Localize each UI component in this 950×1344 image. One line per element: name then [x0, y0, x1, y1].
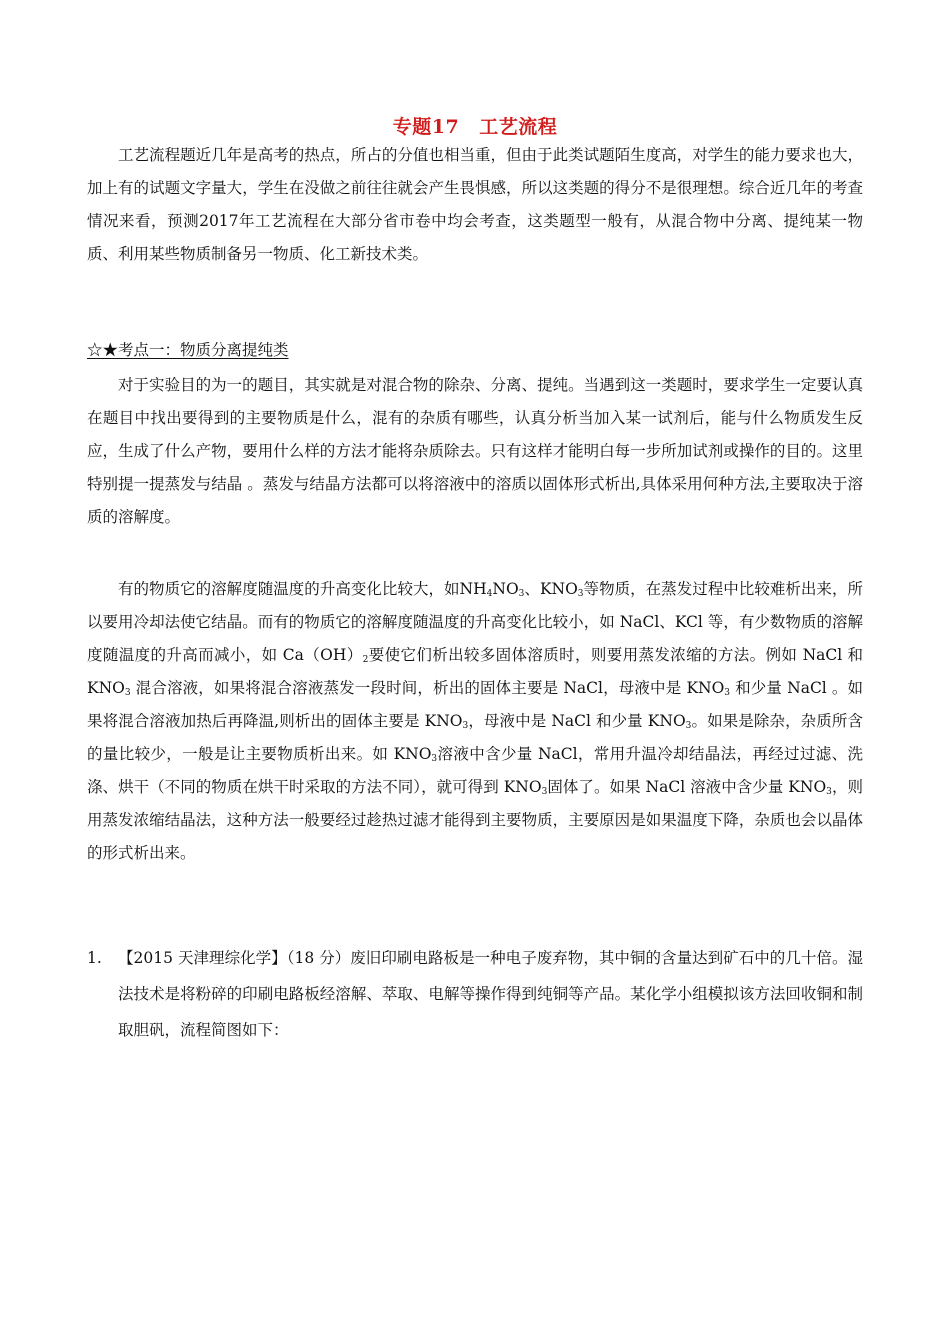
subscript: 3	[577, 589, 584, 599]
intro-paragraph: 工艺流程题近几年是高考的热点，所占的分值也相当重，但由于此类试题陌生度高，对学生的能力要求也大，加上有的试题文字量大，学生在没做之前往往就会产生畏惧感，所以这类题的得分不是很理想。综合近几年的考查情况来看，预测2017年工艺流程在大部分省市卷中均会考查，这类题型一般有，从混合物中分离、提纯某一物质、利用某些物质制备另一物质、化工新技术类。	[87, 146, 863, 263]
question-number: 1.	[87, 949, 102, 967]
text-run: 固体了。如果 NaCl 溶液中含少量 KNO	[547, 778, 827, 796]
text-run: 。如果是除杂，杂质所含的量比较少，一般是让主要物质析出来。如 KNO	[87, 712, 863, 763]
section-paragraph-2	[87, 573, 863, 870]
section-heading: ☆★考点一：物质分离提纯类	[87, 341, 289, 359]
intro-block	[87, 139, 863, 271]
text-run: ，则用蒸发浓缩结晶法，这种方法一般要经过趁热过滤才能得到主要物质，主要原因是如果温度下降，杂质也会以晶体的形式析出来。	[87, 778, 863, 862]
formula-run: 、KNO	[524, 580, 578, 598]
formula-run: NO	[492, 580, 519, 598]
section-paragraph-1-block	[87, 369, 863, 534]
subscript: 3	[431, 754, 438, 764]
text-run: 有的物质它的溶解度随温度的升高变化比较大，如	[118, 580, 460, 598]
subscript: 2	[362, 655, 369, 665]
subscript: 3	[462, 721, 469, 731]
text-run: 溶液中含少量 NaCl，常用升温冷却结晶法，再经过过滤、洗涤、烘干（不同的物质在烘干时采取的方法不同），就可得到 KNO	[87, 745, 863, 796]
subscript: 4	[486, 589, 493, 599]
text-run: 要使它们析出较多固体溶质时，则要用蒸发浓缩的方法。例如 NaCl 和 KNO	[87, 646, 863, 697]
text-run: 混合溶液，如果将混合溶液蒸发一段时间，析出的固体主要是 NaCl，母液中是 KNO	[130, 679, 725, 697]
page-title	[0, 112, 950, 139]
text-run: 和少量 NaCl 。如果将混合溶液加热后再降温,则析出的固体主要是 KNO	[87, 679, 863, 730]
question-1	[87, 940, 863, 1048]
subscript: 3	[826, 787, 832, 797]
text-run: ，母液中是 NaCl 和少量 KNO	[468, 712, 686, 730]
section-paragraph-1: 对于实验目的为一的题目，其实就是对混合物的除杂、分离、提纯。当遇到这一类题时，要求学生一定要认真在题目中找出要得到的主要物质是什么，混有的杂质有哪些，认真分析当加入某一试剂后，能与什么物质发生反应，生成了什么产物，要用什么样的方法才能将杂质除去。只有这样才能明白每一步所加试剂或操作的目的。这里特别提一提蒸发与结晶 。蒸发与结晶方法都可以将溶液中的溶质以固体形式析出,具体采用何种方法,主要取决于溶质的溶解度。	[87, 376, 863, 526]
title-main: 专题17	[392, 116, 460, 138]
subscript: 3	[685, 721, 692, 731]
subscript: 3	[518, 589, 525, 599]
title-sub: 工艺流程	[479, 116, 558, 138]
subscript: 3	[124, 688, 131, 698]
text-run: 等物质，在蒸发过程中比较难析出来，所以要用冷却法使它结晶。而有的物质它的溶解度随温度的升高变化比较小，如 NaCl、KCl 等，有少数物质的溶解度随温度的升高而减小，如 Ca（OH）	[87, 580, 863, 664]
section-paragraph-2-block	[87, 573, 863, 870]
subscript: 3	[541, 787, 548, 797]
formula-run: NH	[459, 580, 487, 598]
question-text: 【2015 天津理综化学】（18 分）废旧印刷电路板是一种电子废弃物，其中铜的含量达到矿石中的几十倍。湿法技术是将粉碎的印刷电路板经溶解、萃取、电解等操作得到纯铜等产品。某化学小组模拟该方法回收铜和制取胆矾，流程简图如下：	[118, 949, 863, 1039]
subscript: 3	[724, 688, 731, 698]
